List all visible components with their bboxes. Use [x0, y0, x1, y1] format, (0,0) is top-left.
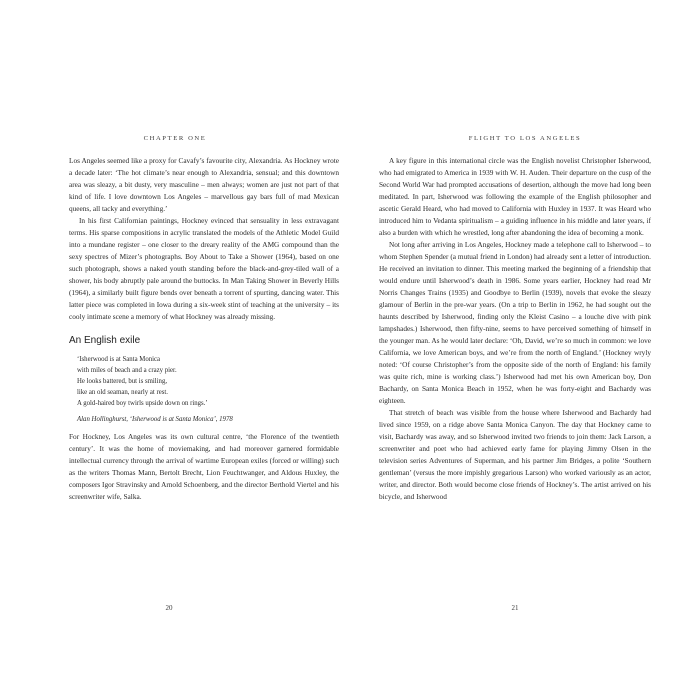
right-page: [350, 0, 700, 700]
verse-attribution: Alan Hollinghurst, ‘Isherwood is at Santa Monica’, 1978: [77, 416, 233, 423]
body-paragraph: A key figure in this international circle was the English novelist Christopher Isherwood, who had emigrated to America in 1939 with W. H. Auden. Their departure on the cusp of the Second World War had prompted accusations of desertion, although the move had long been meditated. In part, Isherwood was following the example of the English philosopher and ascetic Gerald Heard, who had moved to California with Huxley in 1937. It was Heard who introduced him to Vedanta spiritualism – a guiding influence in his middle and later years, if also a burden with which he wrestled, long after abandoning the idea of becoming a monk.: [379, 156, 651, 237]
body-paragraph: For Hockney, Los Angeles was its own cultural centre, ‘the Florence of the twentieth century’. It was the home of moviemaking, and had moreover garnered formidable intellectual currency through the arrival of wartime European exiles (forced or willing) such as the writers Thomas Mann, Bertolt Brecht, Lion Feuchtwanger, and Aldous Huxley, the composers Igor Stravinsky and Arnold Schoenberg, and the director Berthold Viertel and his screenwriter wife, Salka.: [69, 432, 339, 501]
body-paragraph: Los Angeles seemed like a proxy for Cavafy’s favourite city, Alexandria. As Hockney wrote a decade later: ‘The hot climate’s near enough to Alexandria, sensual; and this downtown area was sleazy, a bit dusty, very masculine – men always; women are just not part of that kind of life. I love downtown Los Angeles – marvellous gay bars full of mad Mexican queens, all tacky and everything.’: [69, 156, 339, 213]
body-paragraph: In his first Californian paintings, Hockney evinced that sensuality in less extravagant terms. His sparse compositions in acrylic translated the models of the Athletic Model Guild into a mundane register – one closer to the dreary reality of the AMG compound than the sexy spectres of Mizer’s photographs. Boy About to Take a Shower (1964), based on one such photograph, shows a naked youth standing before the black-and-grey-tiled wall of a shower, his body abruptly pale around the buttocks. In Man Taking Shower in Beverly Hills (1964), a similarly built figure bends over beneath a torrent of spurting, dancing water. This latter piece was completed in Iowa during a six-week stint of teaching at the university – its cooly intimate scene a memory of what Hockney was already missing.: [69, 216, 339, 321]
verse-line: ‘Isherwood is at Santa Monica: [77, 356, 161, 363]
text-column: [379, 155, 651, 503]
epigraph-verse: [77, 354, 339, 409]
verse-line: like an old seaman, nearly at rest.: [77, 389, 168, 396]
page-number: 20: [165, 604, 173, 612]
verse-line: with miles of beach and a crazy pier.: [77, 367, 177, 374]
running-head: CHAPTER ONE: [143, 135, 207, 142]
page-number: 21: [511, 604, 519, 612]
running-head: FLIGHT TO LOS ANGELES: [468, 135, 582, 142]
body-paragraph: Not long after arriving in Los Angeles, Hockney made a telephone call to Isherwood – to whom Stephen Spender (a mutual friend in London) had already sent a letter of introduction. He received an invitation to dinner. This meeting marked the beginning of a friendship that would endure until Isherwood’s death in 1986. Some years earlier, Hockney had read Mr Norris Changes Trains (1935) and Goodbye to Berlin (1939), novels that evoke the sleazy glamour of Berlin in the pre-war years. (On a trip to Berlin in 1962, he had sought out the haunts described by Isherwood, finding only the Kleist Casino – a louche dive with pink lampshades.) Isherwood, then fifty-nine, seems to have perceived something of himself in the younger man. As he would later declare: ‘Oh, David, we’re so much in common: we love California, we love American boys, and we’re from the north of England.’ (Hockney wryly noted: ‘Of course Christopher’s from the opposite side of the north of England: his family was quite rich, mine is working class.’) Isherwood had met his own American boy, Don Bachardy, on Santa Monica Beach in 1952, when he was forty-eight and Bachardy was eighteen.: [379, 240, 651, 405]
verse-line: A gold-haired boy twirls upside down on rings.’: [77, 400, 208, 407]
verse-line: He looks battered, but is smiling,: [77, 378, 168, 385]
section-heading: An English exile: [69, 335, 141, 346]
body-paragraph: That stretch of beach was visible from the house where Isherwood and Bachardy had lived since 1959, on a ridge above Santa Monica Canyon. The day that Hockney came to visit, Bachardy was away, and so Isherwood invited two friends to join them: Jack Larson, a screenwriter and poet who had achieved early fame for playing Jimmy Olsen in the television series Adventures of Superman, and his partner Jim Bridges, a polite ‘Southern gentleman’ (versus the more impishly gregarious Larson) who worked variously as an actor, writer, and director. Both would become close friends of Hockney’s. The artist arrived on his bicycle, and Isherwood: [379, 408, 651, 501]
text-column: [69, 155, 339, 503]
